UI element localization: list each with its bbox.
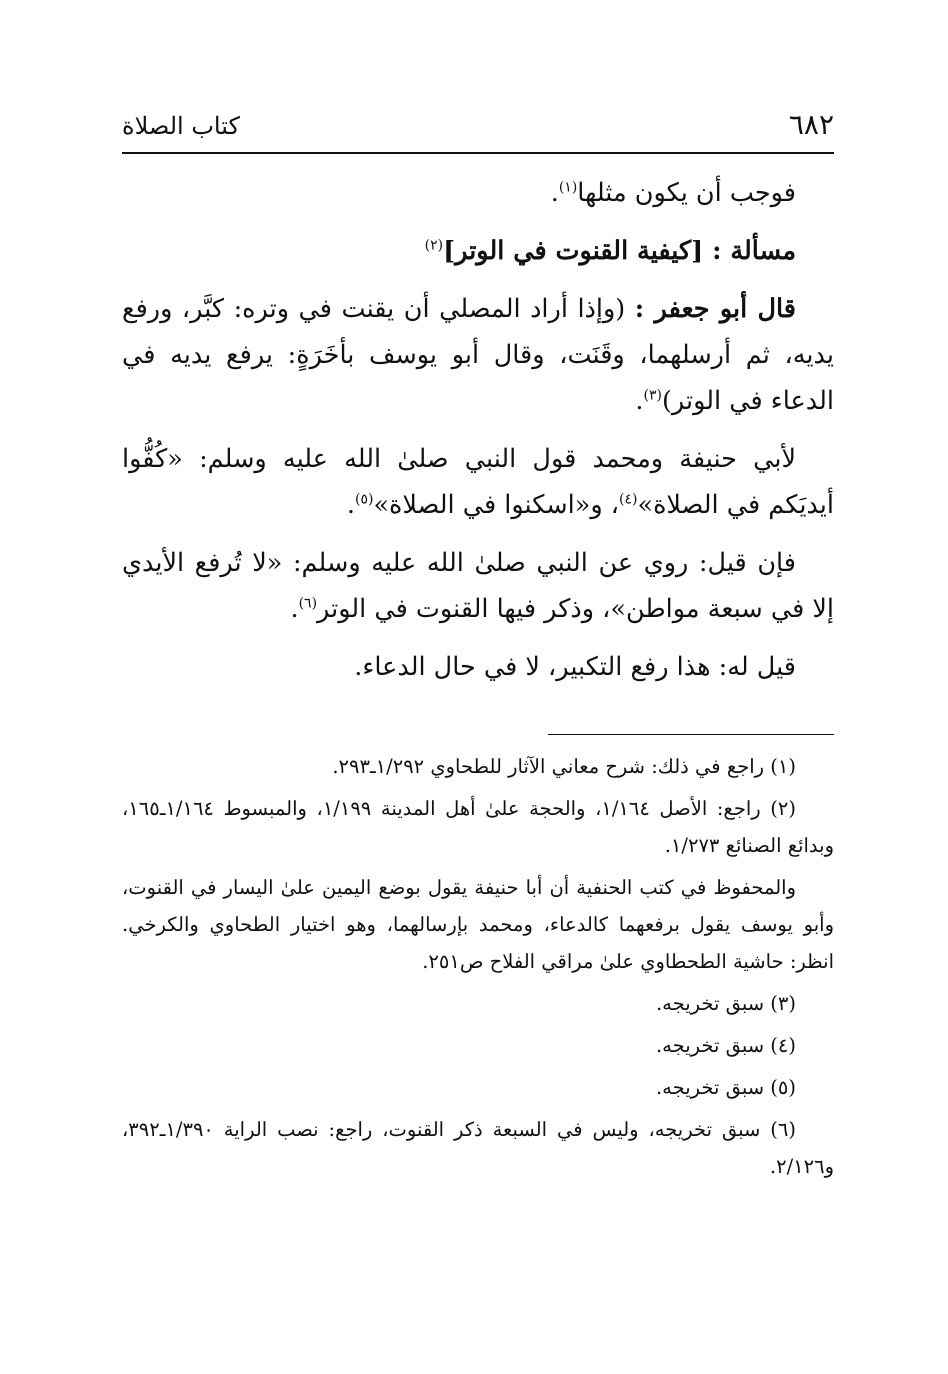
paragraph-4 — [122, 436, 834, 528]
paragraph-5-end: . — [290, 594, 299, 624]
running-header — [122, 108, 834, 154]
paragraph-5-text: فإن قيل: روي عن النبي صلىٰ الله عليه وسلم: «لا تُرفع الأيدي إلا في سبعة مواطن»، وذكر فيها القنوت في الوتر — [122, 548, 834, 624]
main-text — [122, 170, 834, 702]
running-title: كتاب الصلاة — [122, 112, 240, 140]
footnote-separator — [548, 734, 834, 735]
issue-title: [كيفية القنوت في الوتر] — [443, 236, 713, 266]
footnote-6: (٦) سبق تخريجه، وليس في السبعة ذكر القنوت، راجع: نصب الراية ١/٣٩٠ـ٣٩٢، و٢/١٢٦. — [122, 1118, 834, 1178]
issue-heading — [122, 228, 834, 274]
paragraph-1-end: . — [550, 178, 559, 208]
speaker-label: قال أبو جعفر : — [634, 294, 796, 324]
footnote-ref-5: (٥) — [354, 491, 374, 508]
paragraph-6: قيل له: هذا رفع التكبير، لا في حال الدعاء. — [354, 652, 796, 682]
footnote-4: (٤) سبق تخريجه. — [655, 1034, 796, 1057]
paragraph-1 — [122, 170, 834, 216]
paragraph-5 — [122, 540, 834, 632]
paragraph-3-end: . — [635, 386, 644, 416]
paragraph-3-text: (وإذا أراد المصلي أن يقنت في وتره: كبَّر، ورفع يديه، ثم أرسلهما، وقَنَت، وقال أبو يوسف بأخَرَةٍ: يرفع يديه في الدعاء في الوتر) — [122, 294, 834, 416]
footnote-3: (٣) سبق تخريجه. — [655, 992, 796, 1015]
footnotes — [122, 748, 834, 1190]
issue-label: مسألة : — [712, 236, 796, 266]
footnote-ref-4: (٤) — [619, 491, 638, 508]
footnote-ref-1: (١) — [558, 179, 578, 196]
footnote-2: (٢) راجع: الأصل ١/١٦٤، والحجة علىٰ أهل المدينة ١/١٩٩، والمبسوط ١/١٦٤ـ١٦٥، وبدائع الصنائع ١/٢٧٣. — [122, 797, 834, 857]
footnote-ref-2: (٢) — [424, 237, 444, 254]
paragraph-4-text-a: لأبي حنيفة ومحمد قول النبي صلىٰ الله عليه وسلم: «كُفُّوا أيديَكم في الصلاة» — [122, 444, 834, 520]
paragraph-1-text: فوجب أن يكون مثلها — [577, 178, 796, 208]
footnote-ref-6: (٦) — [298, 595, 318, 612]
footnote-5: (٥) سبق تخريجه. — [655, 1076, 796, 1099]
footnote-ref-3: (٣) — [643, 387, 662, 404]
footnote-2-continuation: والمحفوظ في كتب الحنفية أن أبا حنيفة يقول بوضع اليمين علىٰ اليسار في القنوت، وأبو يوسف يقول برفعهما كالدعاء، ومحمد بإرسالهما، وهو اختيار الطحاوي والكرخي. انظر: حاشية الطحطاوي علىٰ مراقي الفلاح ص٢٥١. — [122, 876, 834, 973]
paragraph-4-end: . — [346, 490, 355, 520]
paragraph-3 — [122, 286, 834, 424]
page-number: ٦٨٢ — [788, 108, 834, 141]
paragraph-4-text-b: ، و«اسكنوا في الصلاة» — [373, 490, 619, 520]
footnote-1: (١) راجع في ذلك: شرح معاني الآثار للطحاوي ١/٢٩٢ـ٢٩٣. — [332, 755, 796, 778]
